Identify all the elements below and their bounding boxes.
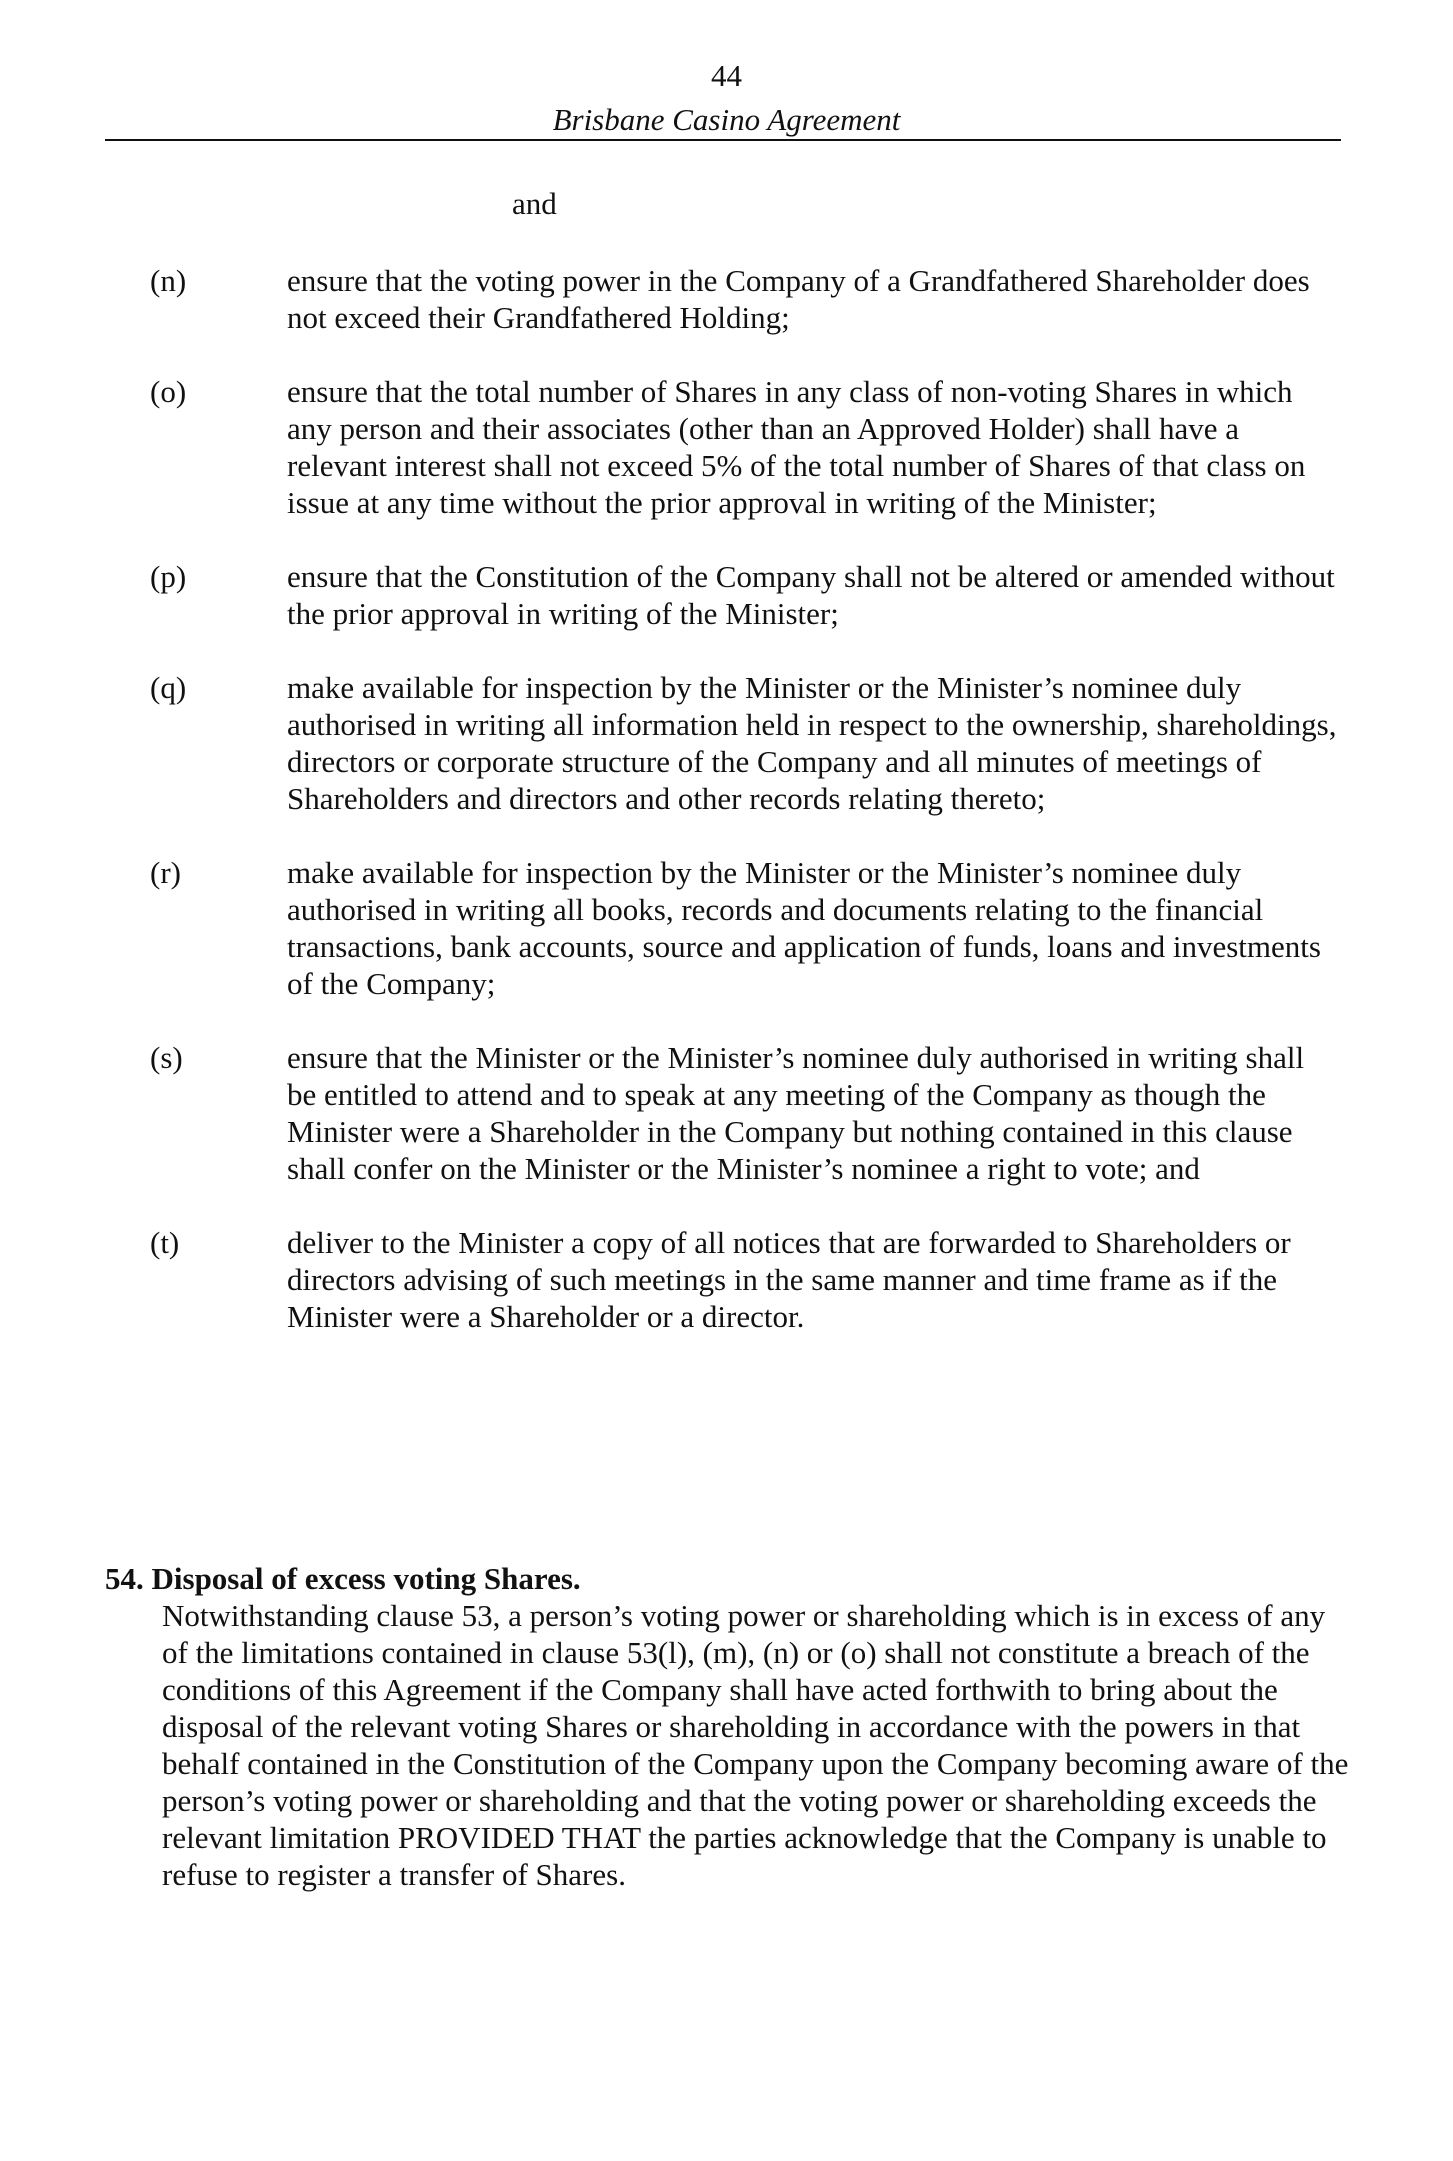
clause-list xyxy=(150,262,1350,1372)
clause-label: (p) xyxy=(150,559,187,594)
clause-item-p xyxy=(150,558,1350,632)
clause-text: deliver to the Minister a copy of all notices that are forwarded to Shareholders or directors advising of such meetings in the same manner and time frame as if the Minister were a Shareholder or a director. xyxy=(287,1225,1291,1334)
clause-item-s xyxy=(150,1039,1350,1187)
clause-item-t xyxy=(150,1224,1350,1335)
clause-text: make available for inspection by the Minister or the Minister’s nominee duly authorised in writing all information held in respect to the ownership, shareholdings, directors or corporate structure of the Company and all minutes of meetings of Shareholders and directors and other records relating thereto; xyxy=(287,670,1337,816)
clause-item-r xyxy=(150,854,1350,1002)
connector-word: and xyxy=(512,186,557,221)
clause-label: (n) xyxy=(150,263,187,298)
clause-text: ensure that the Constitution of the Company shall not be altered or amended without the prior approval in writing of the Minister; xyxy=(287,559,1335,631)
clause-label: (q) xyxy=(150,670,187,705)
clause-text: ensure that the total number of Shares in any class of non-voting Shares in which any person and their associates (other than an Approved Holder) shall have a relevant interest shall not exceed 5% of the total number of Shares of that class on issue at any time without the prior approval in writing of the Minister; xyxy=(287,374,1306,520)
section-heading: 54. Disposal of excess voting Shares. xyxy=(105,1561,581,1596)
header-rule xyxy=(105,139,1341,141)
clause-item-n xyxy=(150,262,1350,336)
clause-label: (s) xyxy=(150,1040,183,1075)
clause-label: (r) xyxy=(150,855,181,890)
running-header-title: Brisbane Casino Agreement xyxy=(552,102,901,137)
clause-item-q xyxy=(150,669,1350,817)
clause-text: make available for inspection by the Minister or the Minister’s nominee duly authorised in writing all books, records and documents relating to the financial transactions, bank accounts, source and application of funds, loans and investments of the Company; xyxy=(287,855,1321,1001)
clause-item-o xyxy=(150,373,1350,521)
clause-label: (o) xyxy=(150,374,187,409)
page-number: 44 xyxy=(711,58,742,93)
section-54 xyxy=(105,1560,1350,1893)
section-body: Notwithstanding clause 53, a person’s voting power or shareholding which is in excess of any of the limitations contained in clause 53(l), (m), (n) or (o) shall not constitute a breach of the conditions of this Agreement if the Company shall have acted forthwith to bring about the disposal of the relevant voting Shares or shareholding in accordance with the powers in that behalf contained in the Constitution of the Company upon the Company becoming aware of the person’s voting power or shareholding and that the voting power or shareholding exceeds the relevant limitation PROVIDED THAT the parties acknowledge that the Company is unable to refuse to register a transfer of Shares. xyxy=(162,1598,1349,1892)
clause-text: ensure that the voting power in the Company of a Grandfathered Shareholder does not exceed their Grandfathered Holding; xyxy=(287,263,1310,335)
clause-label: (t) xyxy=(150,1225,180,1260)
clause-text: ensure that the Minister or the Minister’s nominee duly authorised in writing shall be entitled to attend and to speak at any meeting of the Company as though the Minister were a Shareholder in the Company but nothing contained in this clause shall confer on the Minister or the Minister’s nominee a right to vote; and xyxy=(287,1040,1305,1186)
